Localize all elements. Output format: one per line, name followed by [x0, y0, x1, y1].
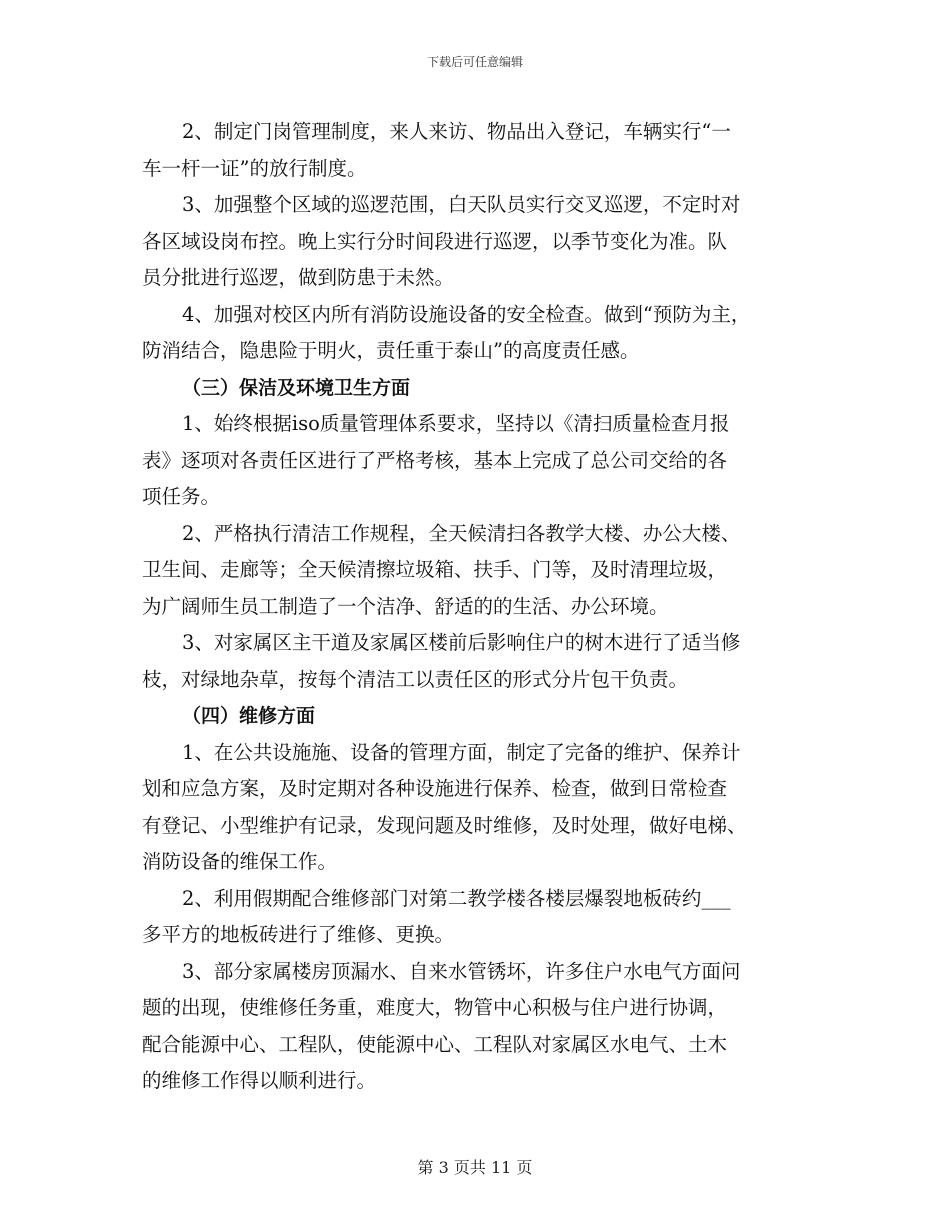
paragraph-line: 3、加强整个区域的巡逻范围，白天队员实行交叉巡逻，不定时对: [182, 193, 741, 216]
paragraph-line: 项任务。: [142, 485, 221, 508]
paragraph-line: 各区域设岗布控。晚上实行分时间段进行巡逻，以季节变化为准。队: [142, 229, 728, 253]
paragraph-line: 配合能源中心、工程队，使能源中心、工程队对家属区水电气、土木: [142, 1032, 728, 1056]
page-footer: 第 3 页共 11 页: [417, 1158, 533, 1177]
paragraph-line: 1、在公共设施施、设备的管理方面，制定了完备的维护、保养计: [182, 740, 741, 764]
paragraph: [142, 516, 822, 626]
paragraph-line: 有登记、小型维护有记录，发现问题及时维修，及时处理，做好电梯、: [142, 813, 747, 837]
paragraph-line: 车一杆一证”的放行制度。: [142, 156, 367, 180]
paragraph-line: 划和应急方案，及时定期对各种设施进行保养、检查，做到日常检查: [142, 777, 728, 800]
paragraph-line: 表》逐项对各责任区进行了严格考核，基本上完成了总公司交给的各: [142, 448, 728, 472]
paragraph-line: 员分批进行巡逻，做到防患于未然。: [142, 266, 455, 289]
paragraph: [142, 297, 822, 370]
paragraph-line: 3、部分家属楼房顶漏水、自来水管锈坏，许多住户水电气方面问: [182, 959, 741, 983]
paragraph-line: 卫生间、走廊等；全天候清擦垃圾箱、扶手、门等，及时清理垃圾，: [142, 558, 728, 581]
section-heading: （三）保洁及环境卫生方面: [182, 376, 411, 399]
paragraph: [142, 735, 822, 881]
paragraph-line: 多平方的地板砖进行了维修、更换。: [142, 923, 455, 946]
paragraph-line: 的维修工作得以顺利进行。: [142, 1069, 377, 1092]
paragraph-line: 4、加强对校区内所有消防设施设备的安全检查。做到“预防为主，: [182, 302, 751, 326]
paragraph: [142, 406, 822, 516]
paragraph: [142, 114, 822, 187]
paragraph-line: 3、对家属区主干道及家属区楼前后影响住户的树木进行了适当修: [182, 631, 741, 654]
paragraph-line: 消防设备的维保工作。: [142, 850, 338, 873]
paragraph-line: 2、制定门岗管理制度，来人来访、物品出入登记，车辆实行“一: [182, 120, 731, 143]
section-heading: （四）维修方面: [182, 705, 316, 727]
page-header: 下载后可任意编辑: [426, 55, 523, 69]
paragraph-line: 2、利用假期配合维修部门对第二教学楼各楼层爆裂地板砖约___: [182, 886, 731, 910]
paragraph-line: 1、始终根据iso质量管理体系要求，坚持以《清扫质量检查月报: [182, 412, 730, 435]
paragraph: [142, 187, 822, 297]
paragraph-line: 题的出现，使维修任务重，难度大，物管中心积极与住户进行协调，: [142, 996, 728, 1019]
paragraph-line: 枝，对绿地杂草，按每个清洁工以责任区的形式分片包干负责。: [142, 667, 689, 691]
paragraph-line: 为广阔师生员工制造了一个洁净、舒适的的生活、办公环境。: [142, 594, 669, 618]
document-body: [142, 114, 822, 1100]
paragraph: [142, 954, 822, 1100]
paragraph-line: 2、严格执行清洁工作规程，全天候清扫各教学大楼、办公大楼、: [182, 521, 741, 545]
paragraph: [142, 881, 822, 954]
paragraph: [142, 625, 822, 698]
paragraph-line: 防消结合，隐患险于明火，责任重于泰山”的高度责任感。: [142, 339, 640, 362]
